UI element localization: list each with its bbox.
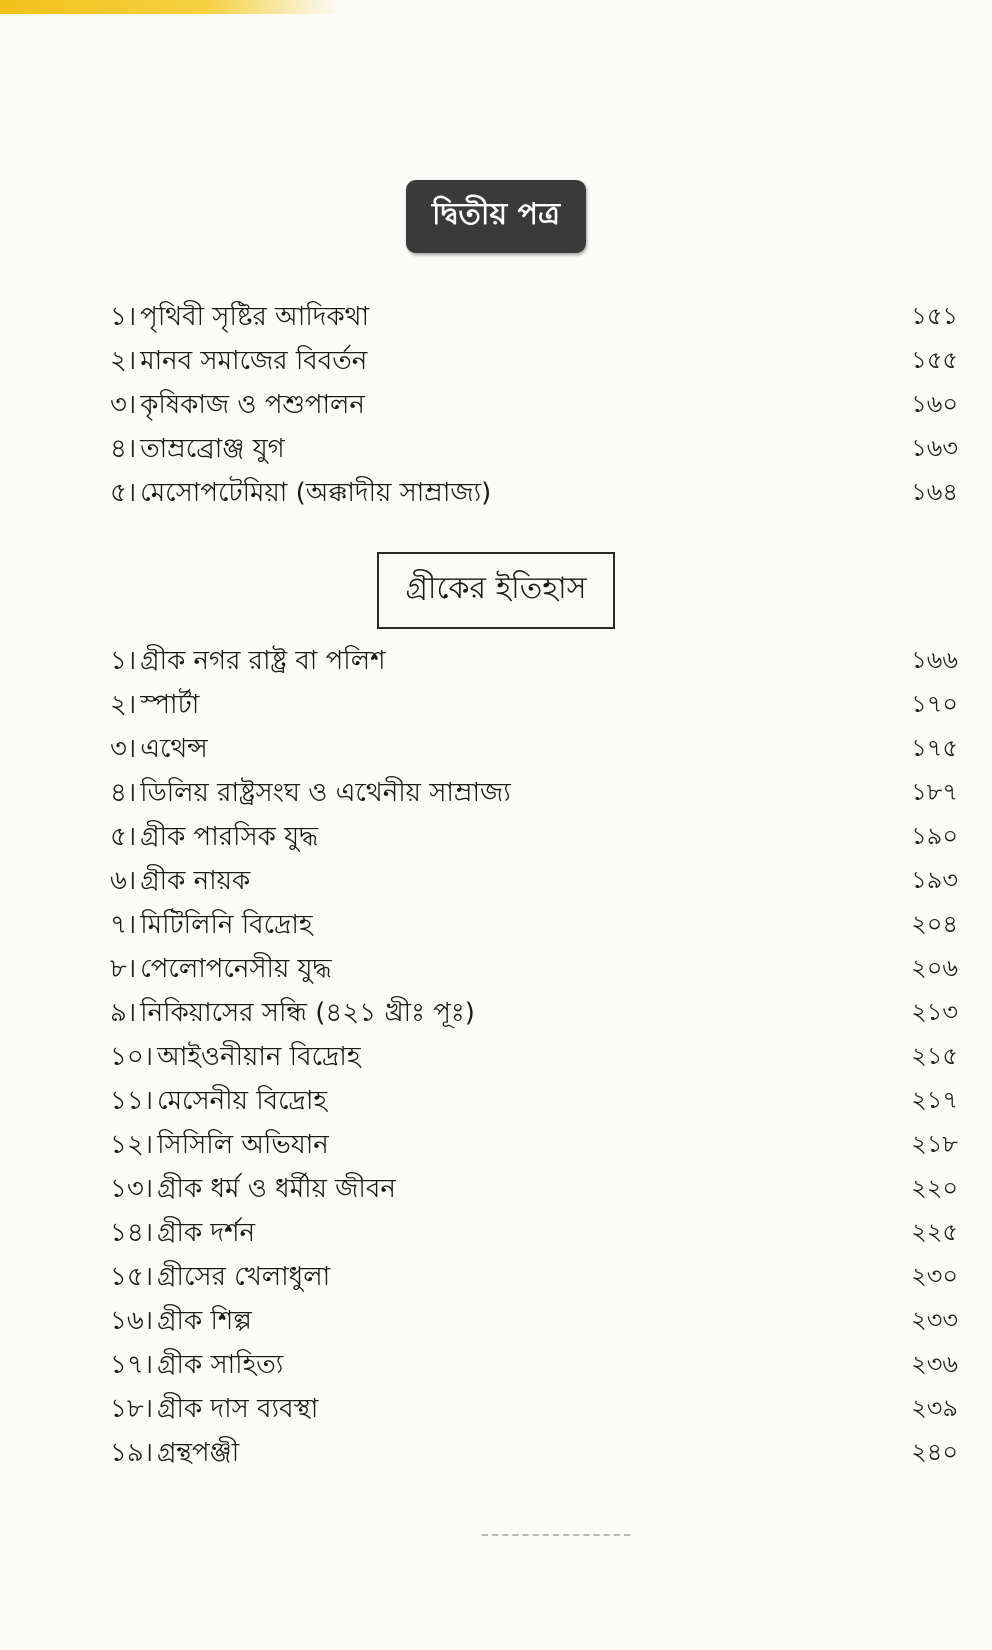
toc-entry-page: ২২০ bbox=[911, 1174, 958, 1202]
toc-entry-title bbox=[110, 1124, 329, 1168]
toc-entry-title bbox=[110, 1036, 361, 1080]
toc-entry-page: ১৬৬ bbox=[911, 646, 958, 674]
toc-entry-text: মিটিলিনি বিদ্রোহ bbox=[140, 910, 313, 940]
toc-entry-page: ১৬৪ bbox=[911, 478, 958, 506]
toc-entry-text: মেসোপটেমিয়া (অক্কাদীয় সাম্রাজ্য) bbox=[140, 478, 492, 508]
toc-entry[interactable] bbox=[110, 1432, 958, 1476]
toc-entry-page: ২২৫ bbox=[911, 1218, 958, 1246]
toc-entry-number: ১। bbox=[110, 302, 137, 332]
toc-entry-number: ১৯। bbox=[110, 1438, 154, 1468]
toc-entry[interactable] bbox=[110, 728, 958, 772]
section-title: দ্বিতীয় পত্র bbox=[406, 180, 586, 253]
toc-list-second-paper bbox=[110, 296, 958, 516]
toc-entry-title bbox=[110, 860, 250, 904]
toc-entry-text: স্পার্টা bbox=[140, 690, 200, 720]
toc-entry-number: ১৬। bbox=[110, 1306, 154, 1336]
toc-entry-text: এথেন্স bbox=[140, 734, 208, 764]
toc-entry-title bbox=[110, 472, 491, 516]
toc-entry-number: ২। bbox=[110, 690, 137, 720]
toc-entry[interactable] bbox=[110, 1388, 958, 1432]
toc-entry[interactable] bbox=[110, 1168, 958, 1212]
toc-entry-number: ১৪। bbox=[110, 1218, 154, 1248]
toc-entry-text: মানব সমাজের বিবর্তন bbox=[140, 346, 368, 376]
toc-entry-number: ১। bbox=[110, 646, 137, 676]
section-heading-greek-history bbox=[0, 552, 992, 629]
toc-entry-title bbox=[110, 816, 318, 860]
toc-entry-text: ডিলিয় রাষ্ট্রসংঘ ও এথেনীয় সাম্রাজ্য bbox=[140, 778, 511, 808]
toc-entry-number: ১৭। bbox=[110, 1350, 154, 1380]
toc-entry-text: গ্রীক সাহিত্য bbox=[157, 1350, 284, 1380]
toc-entry[interactable] bbox=[110, 1080, 958, 1124]
toc-entry-text: গ্রীসের খেলাধুলা bbox=[157, 1262, 331, 1292]
toc-entry-title bbox=[110, 992, 475, 1036]
toc-entry[interactable] bbox=[110, 948, 958, 992]
toc-entry-number: ৭। bbox=[110, 910, 137, 940]
toc-entry-title bbox=[110, 640, 385, 684]
toc-entry-number: ১২। bbox=[110, 1130, 154, 1160]
toc-entry-number: ১১। bbox=[110, 1086, 154, 1116]
toc-entry[interactable] bbox=[110, 816, 958, 860]
toc-entry-page: ২৩৬ bbox=[911, 1350, 958, 1378]
section-heading-second-paper bbox=[0, 180, 992, 253]
toc-entry[interactable] bbox=[110, 1036, 958, 1080]
toc-list-greek-history bbox=[110, 640, 958, 1476]
toc-entry-text: গ্রীক দর্শন bbox=[157, 1218, 255, 1248]
toc-entry-page: ১৬০ bbox=[911, 390, 958, 418]
toc-entry-number: ৩। bbox=[110, 390, 137, 420]
toc-entry-number: ১৮। bbox=[110, 1394, 154, 1424]
toc-entry[interactable] bbox=[110, 428, 958, 472]
toc-entry[interactable] bbox=[110, 1212, 958, 1256]
toc-entry-text: তাম্রব্রোঞ্জ যুগ bbox=[140, 434, 285, 464]
toc-entry-title bbox=[110, 1344, 283, 1388]
toc-entry-number: ৬। bbox=[110, 866, 137, 896]
toc-entry-number: ১৩। bbox=[110, 1174, 154, 1204]
toc-entry-page: ২০৪ bbox=[911, 910, 958, 938]
toc-entry-text: গ্রীক দাস ব্যবস্থা bbox=[157, 1394, 319, 1424]
toc-entry[interactable] bbox=[110, 640, 958, 684]
toc-entry-page: ২১৮ bbox=[911, 1130, 958, 1158]
toc-entry[interactable] bbox=[110, 1124, 958, 1168]
toc-entry[interactable] bbox=[110, 860, 958, 904]
toc-entry-title bbox=[110, 684, 199, 728]
toc-entry-title bbox=[110, 428, 285, 472]
toc-entry-page: ১৭৫ bbox=[911, 734, 958, 762]
toc-entry-number: ৩। bbox=[110, 734, 137, 764]
toc-entry-text: কৃষিকাজ ও পশুপালন bbox=[140, 390, 365, 420]
toc-entry-title bbox=[110, 1388, 318, 1432]
toc-entry-text: মেসেনীয় বিদ্রোহ bbox=[157, 1086, 328, 1116]
toc-entry[interactable] bbox=[110, 992, 958, 1036]
toc-entry-number: ৯। bbox=[110, 998, 137, 1028]
toc-entry-title bbox=[110, 1300, 252, 1344]
toc-entry-text: গ্রন্থপঞ্জী bbox=[157, 1438, 240, 1468]
footer-divider bbox=[482, 1534, 630, 1536]
toc-entry-title bbox=[110, 340, 367, 384]
toc-entry[interactable] bbox=[110, 1300, 958, 1344]
toc-entry-text: সিসিলি অভিযান bbox=[157, 1130, 329, 1160]
toc-entry-page: ১৭০ bbox=[911, 690, 958, 718]
toc-entry-page: ২০৬ bbox=[911, 954, 958, 982]
toc-entry-page: ১৯৩ bbox=[911, 866, 958, 894]
toc-entry-title bbox=[110, 904, 313, 948]
toc-entry-page: ২৩৯ bbox=[911, 1394, 958, 1422]
toc-entry-number: ৫। bbox=[110, 822, 137, 852]
toc-entry-page: ২১৭ bbox=[911, 1086, 958, 1114]
toc-entry-page: ২৪০ bbox=[911, 1438, 958, 1466]
toc-entry-number: ১৫। bbox=[110, 1262, 154, 1292]
toc-entry-number: ৫। bbox=[110, 478, 137, 508]
toc-entry-number: ৮। bbox=[110, 954, 137, 984]
toc-entry-title bbox=[110, 1432, 239, 1476]
toc-entry-text: আইওনীয়ান বিদ্রোহ bbox=[157, 1042, 361, 1072]
toc-entry-page: ১৫১ bbox=[911, 302, 958, 330]
toc-entry-number: ৪। bbox=[110, 434, 137, 464]
toc-entry-text: গ্রীক নগর রাষ্ট্র বা পলিশ bbox=[140, 646, 386, 676]
toc-entry-title bbox=[110, 728, 208, 772]
toc-entry[interactable] bbox=[110, 296, 958, 340]
toc-entry-title bbox=[110, 384, 365, 428]
toc-entry-title bbox=[110, 1212, 255, 1256]
toc-entry[interactable] bbox=[110, 1256, 958, 1300]
toc-entry-text: নিকিয়াসের সন্ধি (৪২১ খ্রীঃ পূঃ) bbox=[140, 998, 475, 1028]
toc-entry-number: ১০। bbox=[110, 1042, 154, 1072]
toc-entry-page: ২১৩ bbox=[911, 998, 958, 1026]
toc-entry-text: পৃথিবী সৃষ্টির আদিকথা bbox=[140, 302, 370, 332]
toc-entry[interactable] bbox=[110, 472, 958, 516]
toc-entry-page: ১৮৭ bbox=[911, 778, 958, 806]
toc-entry-title bbox=[110, 1256, 330, 1300]
toc-entry-text: গ্রীক পারসিক যুদ্ধ bbox=[140, 822, 319, 852]
section-title: গ্রীকের ইতিহাস bbox=[377, 552, 614, 629]
toc-entry-text: গ্রীক নায়ক bbox=[140, 866, 251, 896]
toc-entry-title bbox=[110, 1080, 327, 1124]
toc-entry-page: ১৯০ bbox=[911, 822, 958, 850]
toc-entry-text: পেলোপনেসীয় যুদ্ধ bbox=[140, 954, 332, 984]
toc-entry-page: ২৩৩ bbox=[911, 1306, 958, 1334]
toc-entry-page: ২৩০ bbox=[911, 1262, 958, 1290]
toc-entry-number: ২। bbox=[110, 346, 137, 376]
toc-entry-number: ৪। bbox=[110, 778, 137, 808]
toc-entry-text: গ্রীক শিল্প bbox=[157, 1306, 252, 1336]
toc-entry[interactable] bbox=[110, 772, 958, 816]
toc-entry[interactable] bbox=[110, 904, 958, 948]
toc-entry-title bbox=[110, 1168, 396, 1212]
toc-entry-page: ১৫৫ bbox=[911, 346, 958, 374]
toc-entry-title bbox=[110, 296, 369, 340]
toc-entry-title bbox=[110, 772, 511, 816]
toc-entry-page: ২১৫ bbox=[911, 1042, 958, 1070]
toc-entry[interactable] bbox=[110, 1344, 958, 1388]
toc-entry[interactable] bbox=[110, 340, 958, 384]
toc-entry[interactable] bbox=[110, 684, 958, 728]
toc-entry-title bbox=[110, 948, 332, 992]
toc-entry-text: গ্রীক ধর্ম ও ধর্মীয় জীবন bbox=[157, 1174, 396, 1204]
toc-entry-page: ১৬৩ bbox=[911, 434, 958, 462]
page-edge-highlight bbox=[0, 0, 340, 14]
toc-entry[interactable] bbox=[110, 384, 958, 428]
